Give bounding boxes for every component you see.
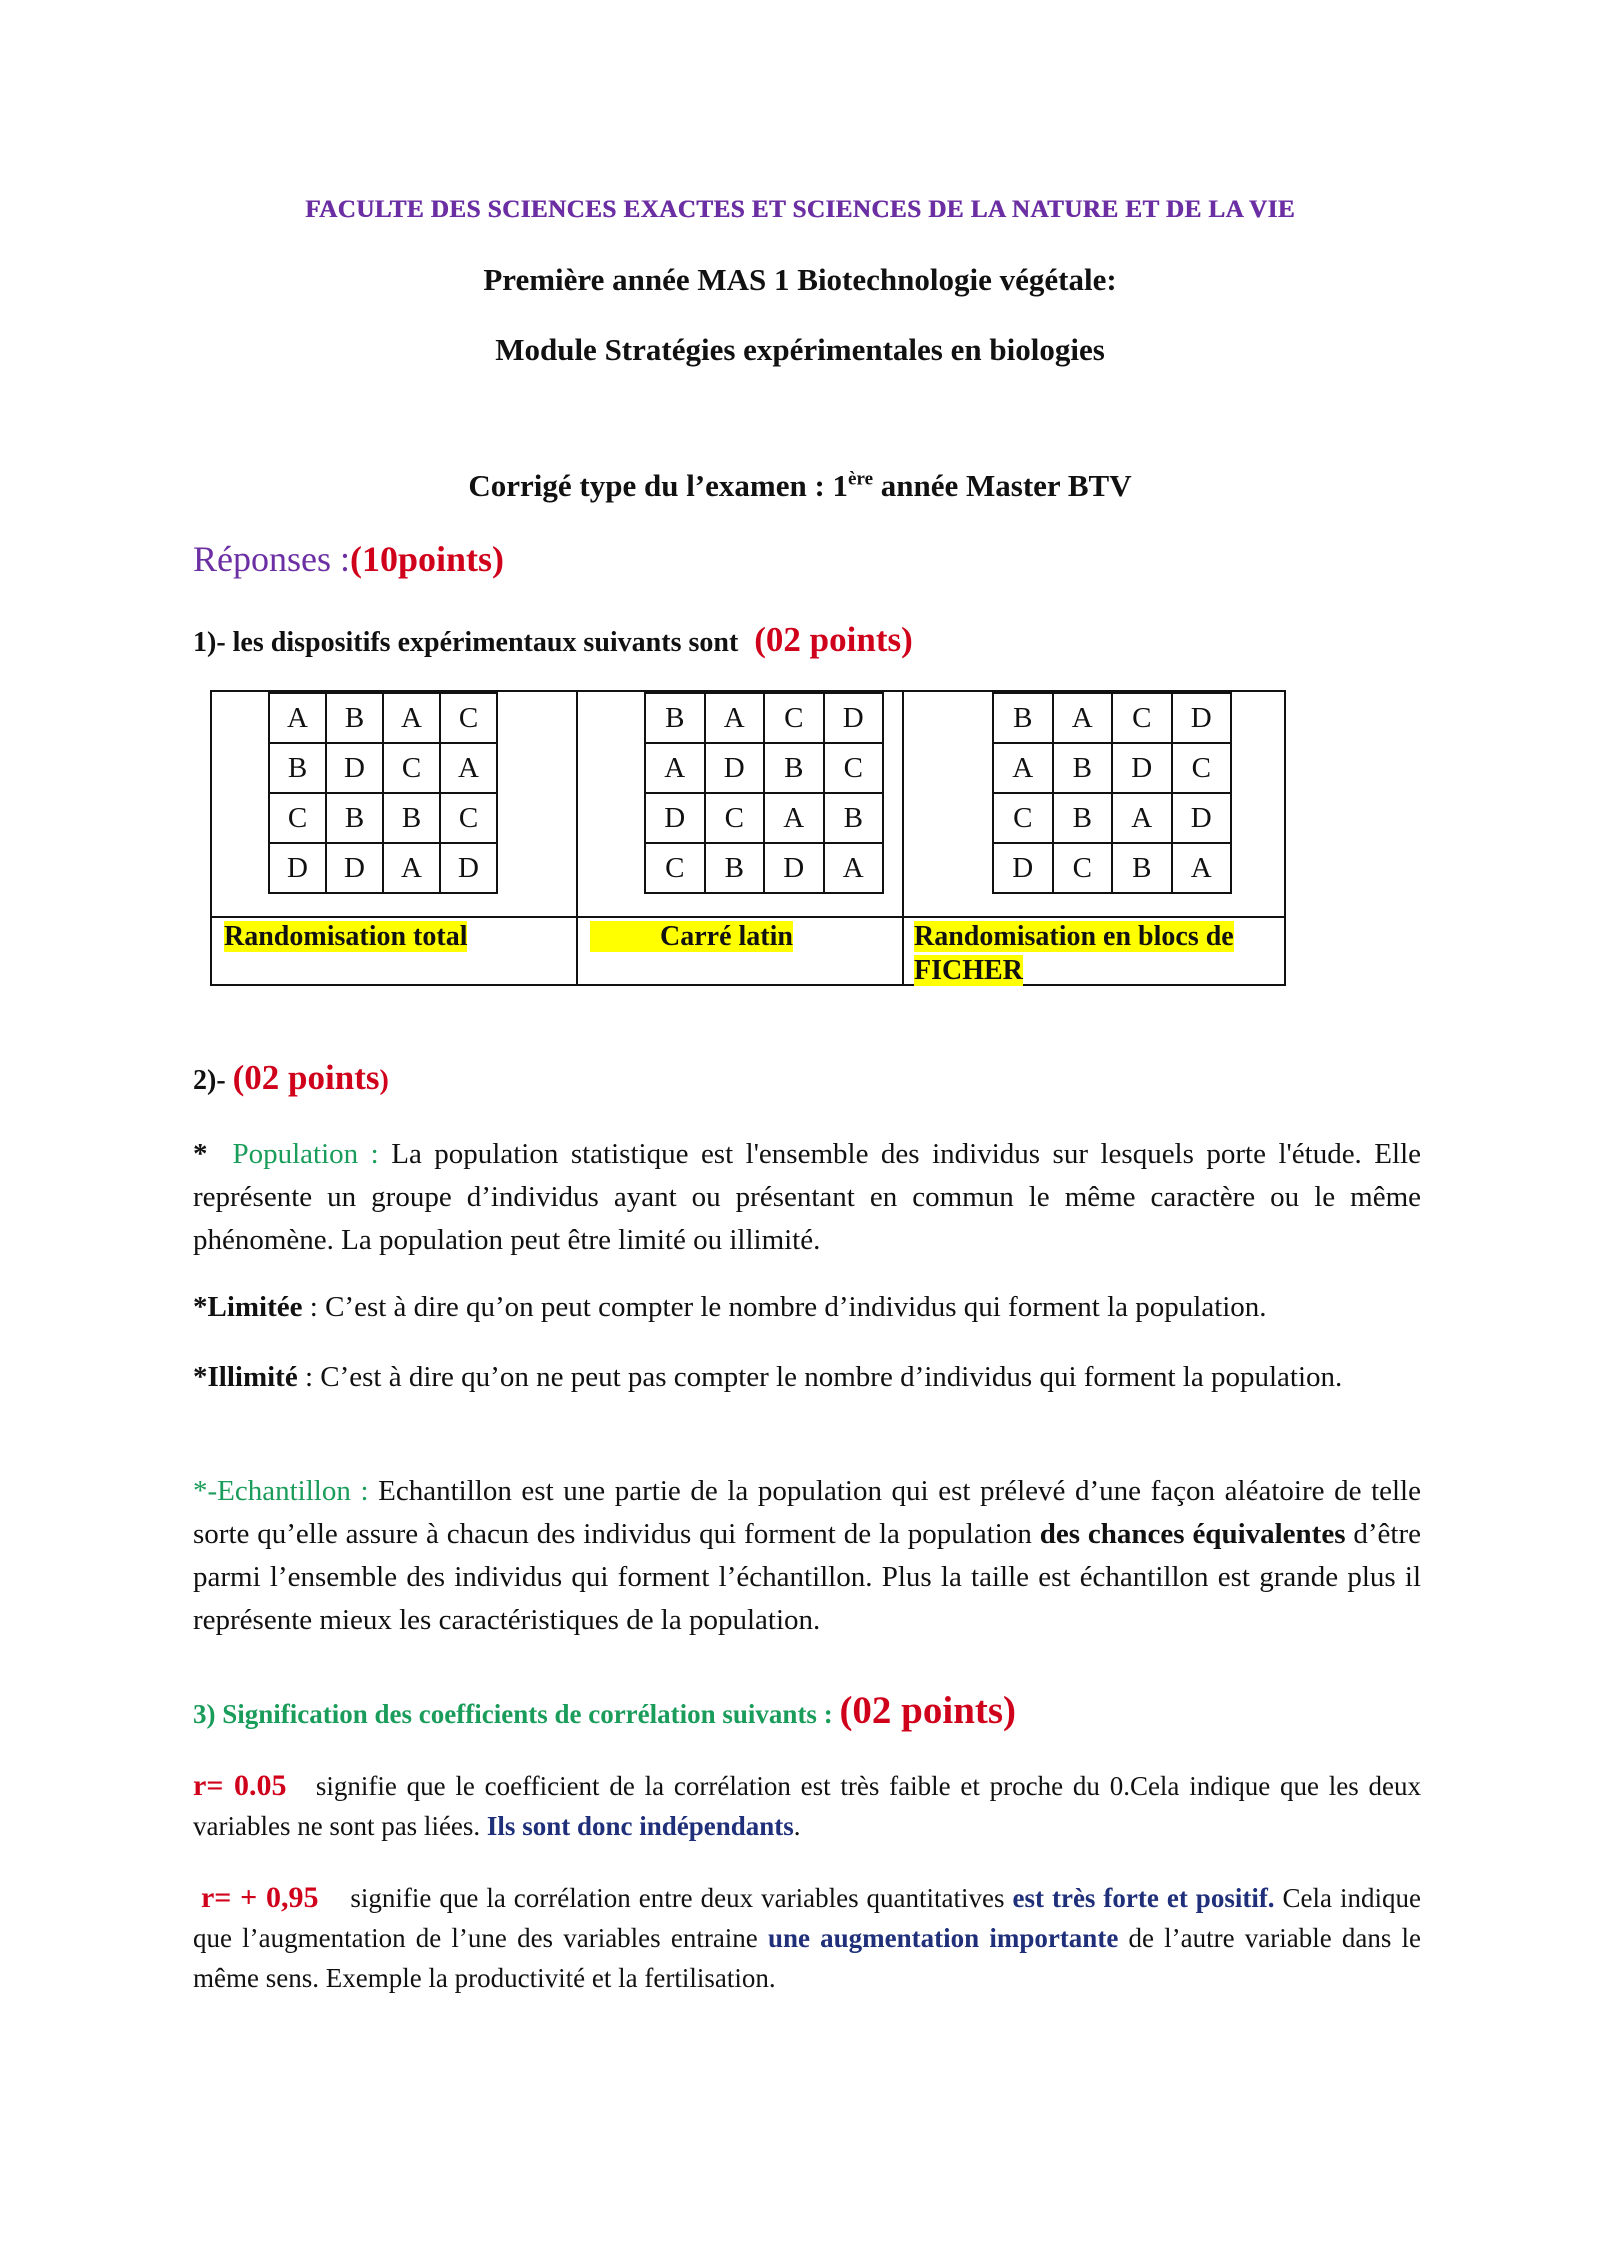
grid-cell: D [764,843,824,893]
reponses-points: (10points) [350,539,505,579]
caption-blocks [914,920,1274,988]
grid-row [993,793,1231,843]
caption-blocks-line2: FICHER [914,955,1023,986]
grid-row [269,843,497,893]
grid-cell: D [705,743,765,793]
table-divider [576,692,578,984]
exam-title-sup: ère [848,468,874,490]
grid-cell: B [764,743,824,793]
echantillon-paragraph [193,1470,1421,1642]
r2-text-3: de l’autre variable dans le même sens. Exemple la productivité et la fertilisation. [193,1923,1422,1993]
limitee-text: : C’est à dire qu’on peut compter le nombre d’individus qui forment la population. [302,1291,1267,1323]
grid-cell: C [645,843,705,893]
grid-cell: B [326,793,383,843]
grid-cell: A [383,843,440,893]
grid-cell: A [383,693,440,743]
design-grid-blocks [992,692,1232,894]
grid-cell: C [824,743,884,793]
r2-label: r= + 0,95 [200,1881,319,1914]
grid-cell: A [824,843,884,893]
r1-end: . [793,1811,801,1841]
grid-row [993,843,1231,893]
reponses-label: Réponses : [193,539,350,579]
question-2-points: (02 points [232,1058,380,1097]
grid-cell: B [1053,793,1113,843]
exam-title-part-a: Corrigé type du l’examen : 1 [468,468,849,503]
question-1 [193,620,913,660]
exam-title [0,468,1600,504]
grid-cell: C [440,793,497,843]
table-divider [212,916,1284,918]
grid-cell: B [1112,843,1172,893]
grid-cell: A [764,793,824,843]
grid-row [645,693,883,743]
grid-cell: A [1112,793,1172,843]
illimite-label: *Illimité [193,1361,298,1393]
grid-row [645,743,883,793]
module-line: Module Stratégies expérimentales en biologies [495,332,1105,367]
grid-row [993,693,1231,743]
r2-emphasis-2: une augmentation importante [767,1923,1119,1953]
question-3 [193,1688,1016,1733]
exam-title-part-b: année Master BTV [873,468,1132,503]
grid-cell: C [1172,743,1232,793]
grid-cell: C [764,693,824,743]
grid-cell: B [326,693,383,743]
grid-cell: B [383,793,440,843]
grid-cell: B [824,793,884,843]
grid-cell: A [1053,693,1113,743]
question-3-points: (02 points) [839,1689,1017,1732]
r2-text: signifie que la corrélation entre deux variables quantitatives [350,1883,1013,1913]
grid-cell: A [645,743,705,793]
grid-cell: B [705,843,765,893]
grid-cell: D [326,843,383,893]
grid-row [645,793,883,843]
grid-cell: D [326,743,383,793]
population-text: La population statistique est l'ensemble des individus sur lesquels porte l'étude. Elle représente un groupe d’individus ayant ou présentant en commun le même caractère ou le même phénomène. La population peut être limité ou illimité. [193,1138,1422,1256]
question-2-prefix: 2)- [193,1065,233,1096]
illimite-paragraph [193,1356,1421,1399]
grid-cell: D [1172,793,1232,843]
caption-randomisation [224,920,467,954]
grid-cell: C [1053,843,1113,893]
echantillon-text-a: Echantillon est une partie de la population qui est prélevé d’une façon aléatoire de telle sorte qu’elle assure à chacun des individus qui forment de la population [193,1475,1421,1550]
faculty-title: FACULTE DES SCIENCES EXACTES ET SCIENCES DE LA NATURE ET DE LA VIE [305,196,1295,223]
grid-cell: B [269,743,326,793]
r1-label: r= 0.05 [193,1769,287,1802]
design-grid-randomisation [268,692,498,894]
grid-row [993,743,1231,793]
grid-cell: A [440,743,497,793]
r1-paragraph [193,1766,1421,1846]
reponses-heading [193,538,504,580]
caption-randomisation-text: Randomisation total [224,921,468,952]
grid-cell: C [269,793,326,843]
r1-emphasis: Ils sont donc indépendants [486,1811,794,1841]
question-1-text: 1)- les dispositifs expérimentaux suivants sont [193,627,739,658]
illimite-text: : C’est à dire qu’on ne peut pas compter le nombre d’individus qui forment la population. [297,1361,1343,1393]
r2-paragraph [193,1878,1421,1998]
r2-text-2: Cela indique que l’augmentation de l’une des variables entraine [193,1883,1421,1953]
population-label: Population : [232,1138,379,1170]
question-1-points: (02 points) [754,620,913,659]
caption-latin-square-text: Carré latin [590,921,793,952]
grid-cell: D [824,693,884,743]
grid-cell: D [1172,693,1232,743]
grid-cell: A [1172,843,1232,893]
grid-cell: D [1112,743,1172,793]
r2-emphasis-1: est très forte et positif. [1012,1883,1275,1913]
table-divider [902,692,904,984]
grid-cell: C [993,793,1053,843]
design-grid-latin-square [644,692,884,894]
r1-text: signifie que le coefficient de la corrélation est très faible et proche du 0.Cela indique que les deux variables ne sont pas liées. [193,1771,1422,1841]
grid-row [269,693,497,743]
question-2-close: ) [379,1065,389,1096]
grid-cell: A [269,693,326,743]
population-paragraph: * Population : La population statistique est l'ensemble des individus sur lesquels porte l'étude. Elle représente un groupe d’individus ayant ou présentant en commun le même caractère ou le même phénomène. La population peut être limité ou illimité. [193,1138,1422,1256]
echantillon-label: *-Echantillon : [193,1475,369,1507]
grid-cell: B [645,693,705,743]
grid-cell: D [440,843,497,893]
echantillon-text-b: d’être parmi l’ensemble des individus qui forment l’échantillon. Plus la taille est échantillon est grande plus il représente mieux les caractéristiques de la population. [193,1518,1421,1636]
grid-row [269,743,497,793]
grid-cell: D [269,843,326,893]
grid-cell: C [1112,693,1172,743]
grid-cell: B [1053,743,1113,793]
question-3-text: 3) Signification des coefficients de corrélation suivants : [193,1699,840,1729]
caption-latin-square [590,920,793,954]
limitee-paragraph [193,1286,1421,1329]
program-line: Première année MAS 1 Biotechnologie végétale: [483,262,1117,297]
question-2 [193,1058,389,1098]
grid-cell: A [705,693,765,743]
grid-cell: C [383,743,440,793]
grid-cell: D [993,843,1053,893]
limitee-label: *Limitée [193,1291,303,1323]
designs-table [210,690,1286,986]
grid-row [269,793,497,843]
grid-cell: A [993,743,1053,793]
grid-cell: B [993,693,1053,743]
grid-row [645,843,883,893]
grid-cell: D [645,793,705,843]
echantillon-bold: des chances équivalentes [1039,1518,1346,1550]
grid-cell: C [440,693,497,743]
grid-cell: C [705,793,765,843]
caption-blocks-line1: Randomisation en blocs de [914,921,1234,952]
